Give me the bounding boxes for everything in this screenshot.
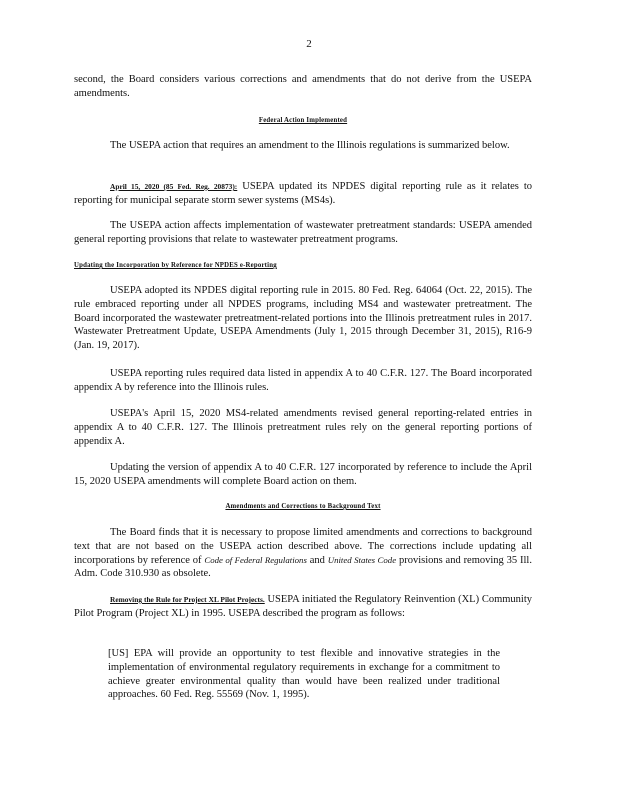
paragraph-reporting-rules: USEPA reporting rules required data listed in appendix A to 40 C.F.R. 127. The Board incorporated appendix A by reference into the Illinois rules.: [74, 368, 532, 393]
board-corrections-text-c: provisions and removing 35 Ill. Adm. Code 310.930 as obsolete.: [74, 554, 532, 580]
paragraph-ms4-amendments: USEPA's April 15, 2020 MS4-related amendments revised general reporting-related entries in appendix A to 40 C.F.R. 127. The Illinois pretreatment rules rely on the general reporting portions of appendix A.: [74, 408, 532, 447]
block-quote-fed-reg: [US] EPA will provide an opportunity to test flexible and innovative strategies in the implementation of environmental regulatory requirements in exchange for a commitment to achieve greater environmental quality than would have been realized under traditional approaches. 60 Fed. Reg. 55569 (Nov. 1, 1995).: [108, 648, 500, 701]
usc-title: United States Code: [327, 554, 397, 565]
paragraph-pretreatment-effect: The USEPA action affects implementation of wastewater pretreatment standards: USEPA amended general reporting provisions that relate to wastewater pretreatment programs.: [74, 220, 532, 245]
intro-paragraph: second, the Board considers various corrections and amendments that do not derive from the USEPA amendments.: [74, 74, 532, 99]
paragraph-updating-appendix: Updating the version of appendix A to 40 C.F.R. 127 incorporated by reference to include the April 15, 2020 USEPA amendments will complete Board action on them.: [74, 462, 532, 487]
heading-federal-action: Federal Action Implemented: [258, 117, 348, 124]
citation-april-2020: April 15, 2020 (85 Fed. Reg. 20873):: [110, 182, 238, 191]
heading-removing-project-xl: Removing the Rule for Project XL Pilot Projects.: [110, 595, 265, 604]
cfr-title: Code of Federal Regulations: [204, 554, 307, 565]
page-number: 2: [306, 38, 312, 50]
heading-updating-incorporation: Updating the Incorporation by Reference for NPDES e-Reporting: [74, 262, 277, 269]
board-corrections-text-a: The Board finds that it is necessary to propose limited amendments and corrections to background text that are not based on the USEPA action described above. The corrections include updating all incorporations by reference of: [74, 527, 532, 566]
paragraph-project-xl: [74, 593, 532, 621]
paragraph-npdes-rule-2015: USEPA adopted its NPDES digital reporting rule in 2015. 80 Fed. Reg. 64064 (Oct. 22, 2015). The rule embraced reporting under all NPDES programs, including MS4 and wastewater pretreatment. The Board incorporated the wastewater pretreatment-related portions into the Illinois pretreatment rules in 2017. Wastewater Pretreatment Update, USEPA Amendments (July 1, 2015 through December 31, 2015), R16-9 (Jan. 19, 2017).: [74, 285, 532, 352]
paragraph-april-2020-text: USEPA updated its NPDES digital reporting rule as it relates to reporting for municipal separate storm sewer systems (MS4s).: [74, 181, 533, 206]
paragraph-board-corrections: [74, 526, 532, 581]
paragraph-project-xl-text: USEPA initiated the Regulatory Reinvention (XL) Community Pilot Program (Project XL) in 1995. USEPA described the program as follows:: [74, 594, 532, 619]
paragraph-april-2020: [74, 180, 532, 208]
heading-amendments-corrections: Amendments and Corrections to Background Text: [225, 503, 381, 510]
paragraph-action-summary: The USEPA action that requires an amendment to the Illinois regulations is summarized below.: [110, 140, 510, 151]
board-corrections-text-b: and: [306, 554, 328, 566]
